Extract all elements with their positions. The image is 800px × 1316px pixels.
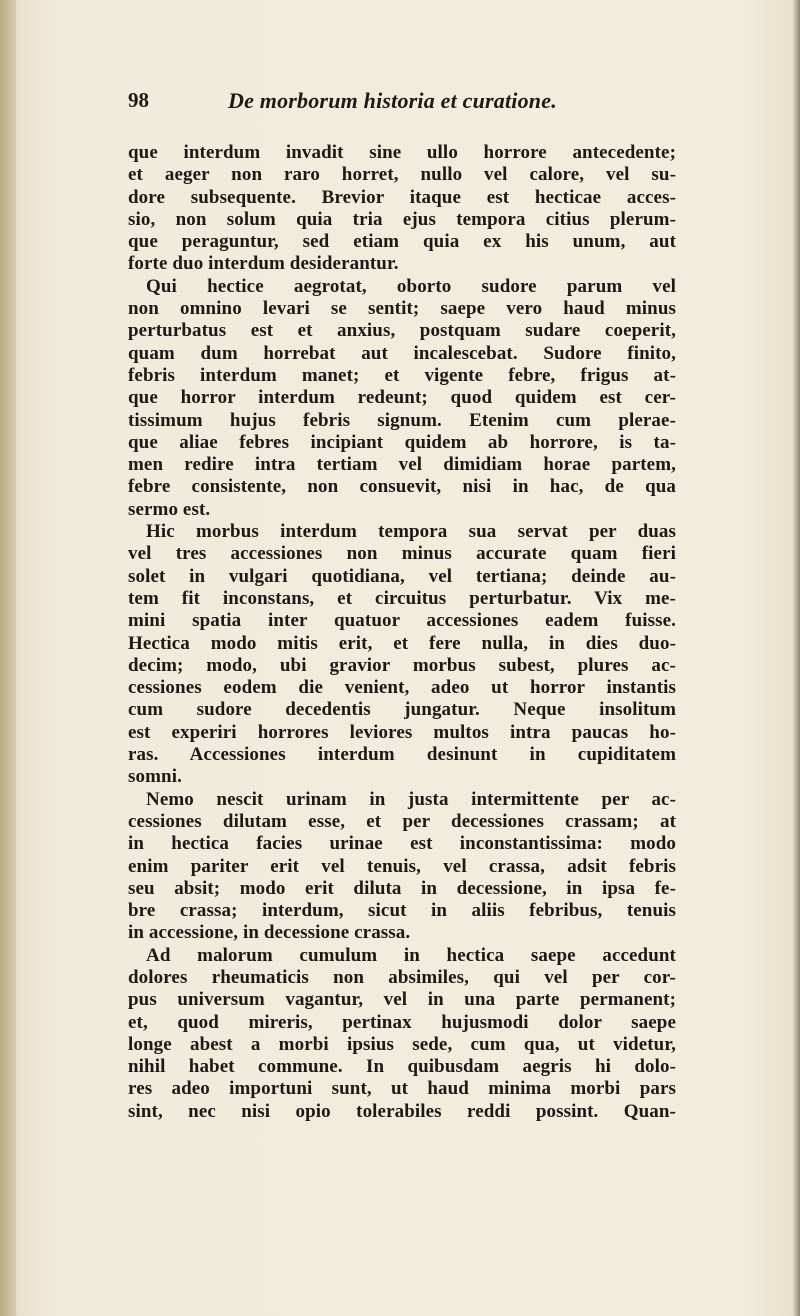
- text-line: enim pariter erit vel tenuis, vel crassa, adsit febris: [128, 855, 676, 877]
- page-binding-edge: [0, 0, 16, 1316]
- text-line: non omnino levari se sentit; saepe vero haud minus: [128, 298, 676, 320]
- text-line: que aliae febres incipiant quidem ab horrore, is ta-: [128, 431, 676, 453]
- text-line: pus universum vagantur, vel in una parte permanent;: [128, 989, 676, 1011]
- text-line: febre consistente, non consuevit, nisi in hac, de qua: [128, 476, 676, 498]
- text-line: mini spatia inter quatuor accessiones eadem fuisse.: [128, 610, 676, 632]
- running-title: De morborum historia et curatione.: [228, 88, 557, 113]
- text-line: que peraguntur, sed etiam quia ex his unum, aut: [128, 231, 676, 253]
- text-line: seu absit; modo erit diluta in decessione, in ipsa fe-: [128, 877, 676, 899]
- text-line: forte duo interdum desiderantur.: [128, 253, 399, 275]
- text-line: cessiones eodem die venient, adeo ut horror instantis: [128, 677, 676, 699]
- body-text: [128, 142, 676, 1123]
- text-line: bre crassa; interdum, sicut in aliis febribus, tenuis: [128, 900, 676, 922]
- text-line: dolores rheumaticis non absimiles, qui vel per cor-: [128, 966, 676, 988]
- text-line: est experiri horrores leviores multos intra paucas ho-: [128, 721, 676, 743]
- text-line: que horror interdum redeunt; quod quidem est cer-: [128, 387, 676, 409]
- text-line: que interdum invadit sine ullo horrore antecedente;: [128, 142, 676, 163]
- text-line: cum sudore decedentis jungatur. Neque insolitum: [128, 699, 676, 721]
- text-line: sint, nec nisi opio tolerabiles reddi possint. Quan-: [128, 1100, 676, 1122]
- text-line: Hectica modo mitis erit, et fere nulla, in dies duo-: [128, 632, 676, 654]
- text-line: res adeo importuni sunt, ut haud minima morbi pars: [128, 1078, 676, 1100]
- text-line: longe abest a morbi ipsius sede, cum qua, ut videtur,: [128, 1033, 676, 1055]
- text-line: cessiones dilutam esse, et per decessiones crassam; at: [128, 810, 676, 832]
- text-line: somni.: [128, 766, 182, 788]
- text-line: sermo est.: [128, 498, 211, 520]
- text-line: tem fit inconstans, et circuitus perturbatur. Vix me-: [128, 587, 676, 609]
- text-line: sio, non solum quia tria ejus tempora citius plerum-: [128, 208, 676, 230]
- text-line: men redire intra tertiam vel dimidiam horae partem,: [128, 454, 676, 476]
- page-right-edge: [792, 0, 800, 1316]
- text-line: quam dum horrebat aut incalescebat. Sudore finito,: [128, 342, 676, 364]
- text-line: Qui hectice aegrotat, oborto sudore parum vel: [146, 275, 676, 297]
- text-line: in hectica facies urinae est inconstantissima: modo: [128, 833, 676, 855]
- text-line: solet in vulgari quotidiana, vel tertiana; deinde au-: [128, 565, 676, 587]
- text-line: decim; modo, ubi gravior morbus subest, plures ac-: [128, 654, 676, 676]
- text-line: in accessione, in decessione crassa.: [128, 922, 411, 944]
- text-line: febris interdum manet; et vigente febre, frigus at-: [128, 364, 676, 386]
- text-line: Ad malorum cumulum in hectica saepe accedunt: [146, 944, 676, 966]
- text-line: et, quod mireris, pertinax hujusmodi dolor saepe: [128, 1011, 676, 1033]
- text-line: et aeger non raro horret, nullo vel calore, vel su-: [128, 164, 676, 186]
- text-line: Hic morbus interdum tempora sua servat per duas: [146, 521, 676, 543]
- text-line: ras. Accessiones interdum desinunt in cupiditatem: [128, 744, 676, 766]
- page-number: 98: [128, 88, 149, 112]
- text-line: Nemo nescit urinam in justa intermittente per ac-: [146, 788, 676, 810]
- running-header: [128, 88, 676, 118]
- text-line: tissimum hujus febris signum. Etenim cum plerae-: [128, 409, 676, 431]
- text-line: perturbatus est et anxius, postquam sudare coeperit,: [128, 320, 676, 342]
- text-line: vel tres accessiones non minus accurate quam fieri: [128, 543, 676, 565]
- text-line: dore subsequente. Brevior itaque est hecticae acces-: [128, 186, 676, 208]
- text-line: nihil habet commune. In quibusdam aegris hi dolo-: [128, 1056, 676, 1078]
